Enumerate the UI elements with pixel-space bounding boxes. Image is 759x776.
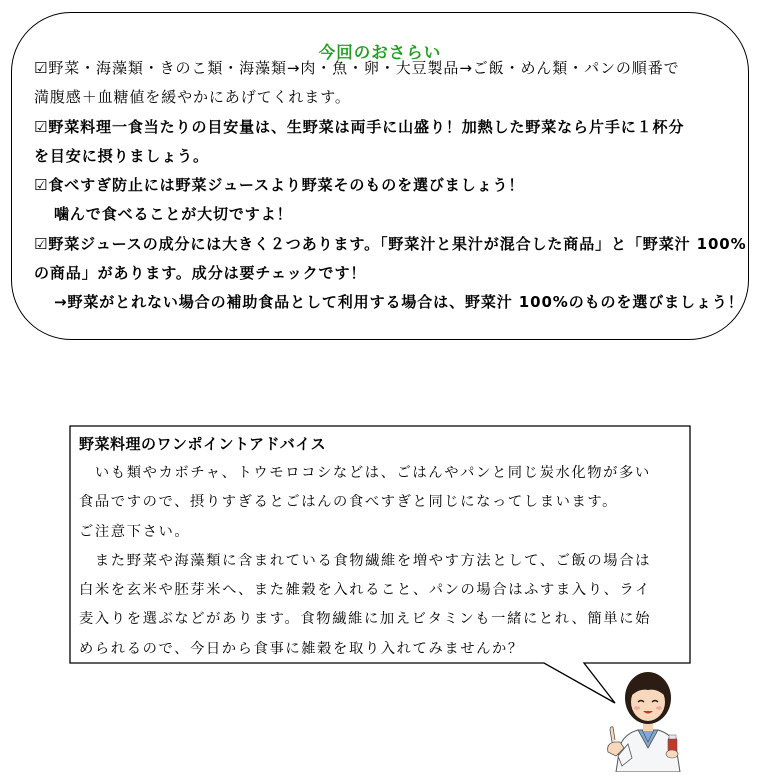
- advice-line-5: 白米を玄米や胚芽米へ、また雑穀を入れること、パンの場合はふすま入り、ライ: [79, 582, 651, 599]
- review-line-5: ☑食べすぎ防止には野菜ジュースより野菜そのものを選びましょう！: [34, 176, 525, 195]
- advice-line-6: 麦入りを選ぶなどがあります。食物繊維に加えビタミンも一緒にとれ、簡単に始: [79, 611, 651, 628]
- review-line-6: 噛んで食べることが大切ですよ！: [54, 205, 293, 224]
- advice-line-1: いも類やカボチャ、トウモロコシなどは、ごはんやパンと同じ炭水化物が多い: [79, 465, 651, 481]
- review-title: 今回のおさらい: [318, 43, 442, 62]
- advice-text: [79, 459, 689, 664]
- review-line-1: ☑野菜・海藻類・きのこ類・海藻類→肉・魚・卵・大豆製品→ご飯・めん類・パンの順番で: [34, 59, 680, 77]
- review-line-3: ☑野菜料理一食当たりの目安量は、生野菜は両手に山盛り！加熱した野菜なら片手に１杯分: [34, 117, 685, 136]
- doctor-pointing-icon: [598, 668, 698, 772]
- advice-heading: 野菜料理のワンポイントアドバイス: [79, 435, 327, 453]
- advice-line-7: められるので、今日から食事に雑穀を取り入れてみませんか？: [79, 640, 524, 657]
- review-line-9: →野菜がとれない場合の補助食品として利用する場合は、野菜汁 100%のものを選びましょう！: [54, 293, 744, 312]
- advice-line-4: また野菜や海藻類に含まれている食物繊維を増やす方法として、ご飯の場合は: [79, 552, 651, 569]
- advice-line-3: ご注意下さい。: [79, 523, 191, 540]
- review-line-4: を目安に摂りましょう。: [34, 146, 209, 165]
- review-line-2: 満腹感＋血糖値を緩やかにあげてくれます。: [34, 88, 351, 107]
- review-line-7: ☑野菜ジュースの成分には大きく２つあります。「野菜汁と果汁が混合した商品」と「野菜汁 100%: [34, 234, 747, 253]
- review-line-8: の商品」があります。成分は要チェックです！: [34, 264, 367, 283]
- advice-line-2: 食品ですので、摂りすぎるとごはんの食べすぎと同じになってしまいます。: [79, 494, 619, 511]
